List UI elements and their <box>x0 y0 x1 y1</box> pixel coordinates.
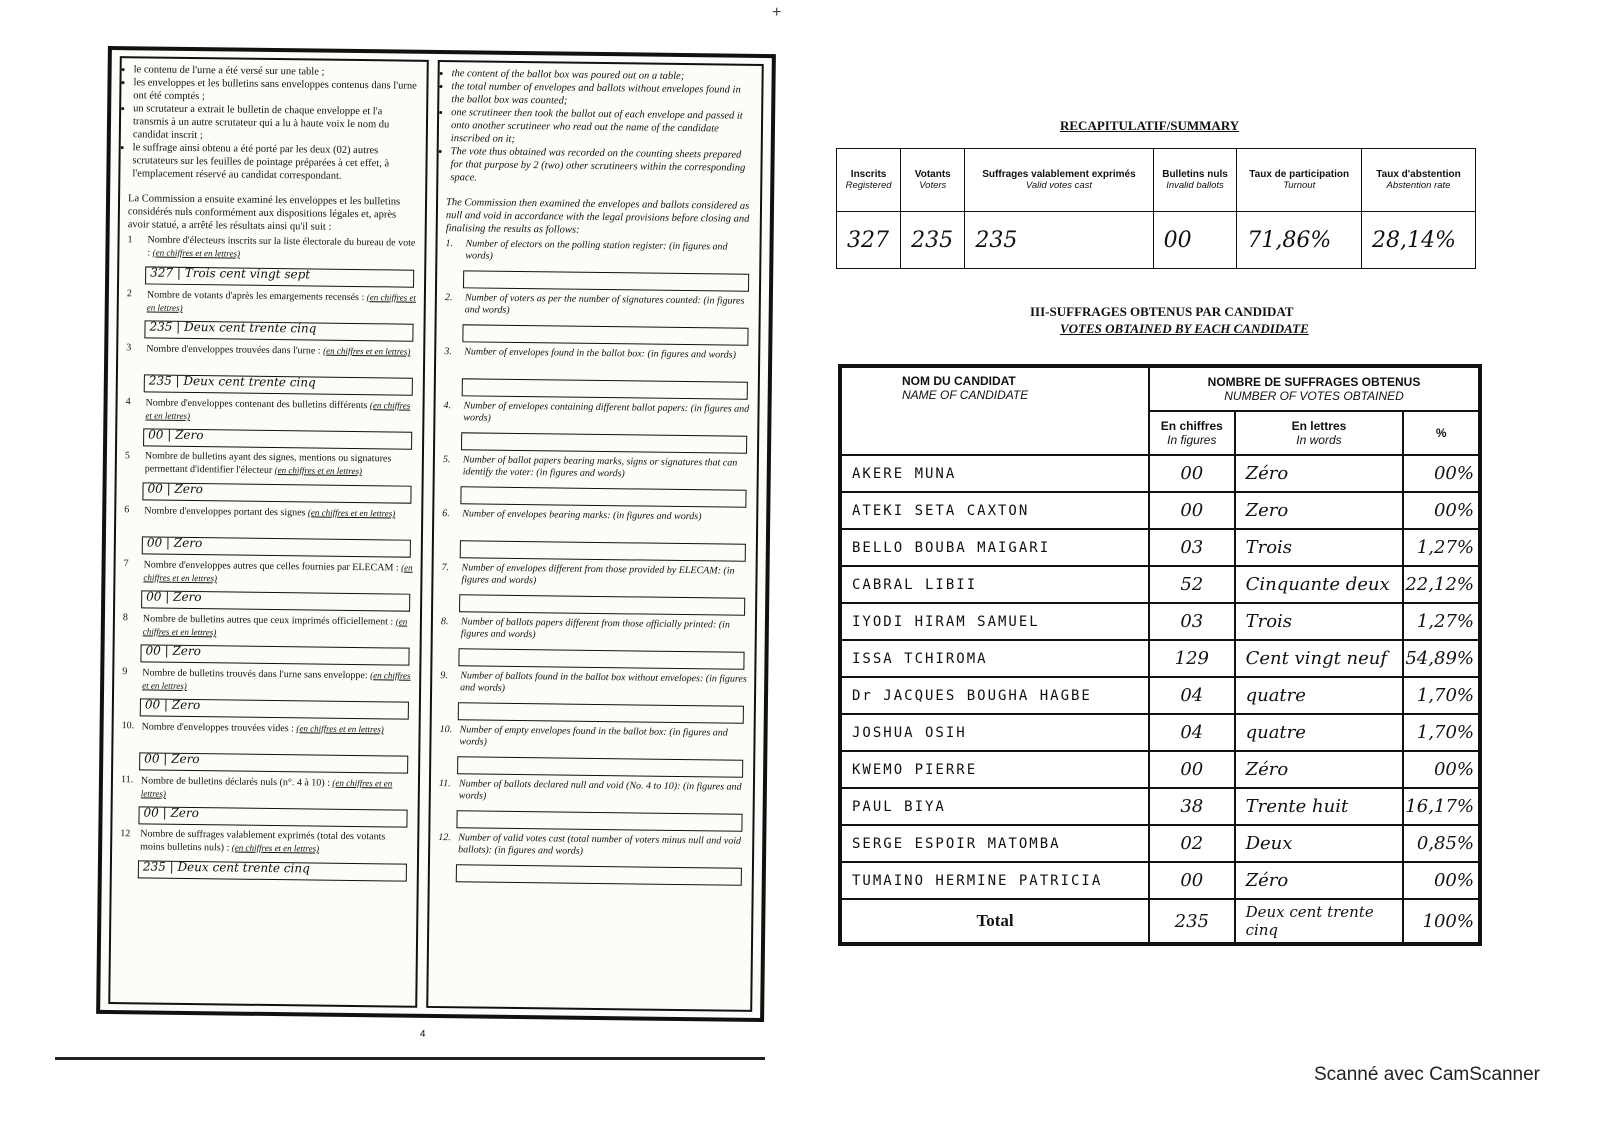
form-item-question <box>438 670 748 698</box>
col-figures <box>1149 411 1235 455</box>
form-item-unit: (en chiffres et en lettres) <box>140 777 393 799</box>
form-item-question <box>442 346 752 362</box>
candidate-name: SERGE ESPOIR MATOMBA <box>840 825 1149 862</box>
form-item-number: 11. <box>120 774 134 786</box>
form-item-text: Number of envelopes containing different ballot papers: (in figures and words) <box>463 400 750 424</box>
answer-box <box>458 648 744 669</box>
summary-header-fr: Bulletins nuls <box>1162 169 1228 180</box>
form-item <box>125 234 419 292</box>
candidate-words: Trois <box>1235 529 1404 566</box>
candidate-percent: 00% <box>1403 862 1480 899</box>
form-item-question <box>436 832 746 860</box>
form-item-text: Number of empty envelopes found in the ballot box: (in figures and words) <box>459 724 728 748</box>
answer-box <box>143 428 412 449</box>
form-item-number: 11. <box>438 778 451 790</box>
candidate-percent: 22,12% <box>1403 566 1480 603</box>
answer-box <box>460 486 746 507</box>
candidates-title <box>1030 303 1309 337</box>
form-item <box>119 720 413 778</box>
form-item-text: Nombre de bulletins autres que ceux imprimés officiellement : <box>142 613 394 628</box>
total-label: Total <box>840 899 1149 944</box>
form-item-number: 8 <box>122 612 129 624</box>
intro-bullet: • le suffrage ainsi obtenu a été porté par les deux (02) autres scrutateurs sur les feuilles de pointage préparées à cet effet, à l'emplacement réservé au candidat correspondant. <box>132 141 417 183</box>
form-item-number: 3 <box>126 342 132 354</box>
form-item-number: 2. <box>444 292 453 304</box>
answer-box <box>142 536 411 557</box>
col-figures-fr: En chiffres <box>1160 419 1223 433</box>
candidate-name: PAUL BIYA <box>840 788 1149 825</box>
answer-box <box>144 320 413 341</box>
col-words <box>1235 411 1404 455</box>
answer-box <box>138 860 407 881</box>
form-item-text: Nombre d'enveloppes autres que celles fournies par ELECAM : <box>143 559 399 574</box>
form-item-text: Number of envelopes different from those provided by ELECAM: (in figures and words) <box>461 562 735 587</box>
answer-box <box>461 432 747 453</box>
form-item <box>122 504 416 562</box>
form-item <box>121 558 415 616</box>
form-item <box>443 238 754 296</box>
form-item <box>440 454 751 512</box>
handwritten-answer: 00 | Zero <box>144 697 201 713</box>
candidate-words: quatre <box>1235 677 1404 714</box>
handwritten-answer: 235 | Deux cent trente cinq <box>148 373 316 390</box>
candidate-figures: 00 <box>1149 751 1235 788</box>
candidate-words: Trente huit <box>1235 788 1404 825</box>
form-item-question <box>441 400 751 428</box>
form-item-question <box>440 508 750 524</box>
candidate-figures: 02 <box>1149 825 1235 862</box>
form-item <box>441 400 752 458</box>
form-item-number: 4. <box>443 400 452 412</box>
form-item-question <box>437 778 747 806</box>
left-page <box>96 46 776 1040</box>
form-item-number: 3. <box>444 346 452 358</box>
candidate-figures: 129 <box>1149 640 1235 677</box>
page-number: 4 <box>419 1028 426 1040</box>
form-item-question <box>118 828 411 857</box>
form-item <box>118 774 412 832</box>
form-item-number: 10. <box>121 720 135 732</box>
handwritten-answer: 00 | Zero <box>147 481 203 497</box>
col-votes-fr: NOMBRE DE SUFFRAGES OBTENUS <box>1207 375 1421 389</box>
form-item-text: Nombre de bulletins déclarés nuls (n°. 4 à 10) : <box>140 775 330 789</box>
summary-header-cell <box>901 149 965 212</box>
fr-paragraph: La Commission a ensuite examiné les enveloppes et les bulletins considérés nuls conformément aux dispositions légales et, après avoir statué, a arrêté les résultats ainsi qu'il suit : <box>127 193 401 233</box>
candidate-percent: 1,27% <box>1403 603 1480 640</box>
candidates-body <box>840 455 1480 899</box>
intro-bullet: • les enveloppes et les bulletins sans enveloppes contenus dans l'urne ont été comptés ; <box>133 76 418 105</box>
form-item-question <box>125 288 418 318</box>
summary-header-cell <box>1362 149 1476 212</box>
form-item <box>437 724 748 782</box>
form-item-question <box>121 558 414 588</box>
form-item-unit: (en chiffres et en lettres) <box>142 670 411 691</box>
form-item <box>124 342 418 400</box>
form-item-question <box>439 562 749 590</box>
summary-title: RECAPITULATIF/SUMMARY <box>1060 118 1240 133</box>
answer-box <box>142 482 411 503</box>
candidate-figures: 00 <box>1149 862 1235 899</box>
form-item-question <box>120 720 413 737</box>
answer-box <box>140 644 409 665</box>
form-item <box>118 828 412 886</box>
form-item-number: 1. <box>445 238 454 250</box>
form-item-question <box>443 292 753 320</box>
form-item-unit: (en chiffres et en lettres) <box>307 507 396 519</box>
summary-header-cell <box>837 149 901 212</box>
form-item-text: Number of voters as per the number of signatures counted: (in figures and words) <box>464 292 745 316</box>
form-item <box>123 396 417 454</box>
summary-header-fr: Taux de participation <box>1249 169 1350 180</box>
candidate-figures: 52 <box>1149 566 1235 603</box>
candidate-words: Cinquante deux <box>1235 566 1404 603</box>
summary-header-fr: Suffrages valablement exprimés <box>982 169 1136 180</box>
form-item-number: 2 <box>126 288 132 300</box>
candidate-percent: 00% <box>1403 492 1480 529</box>
form-item-text: Nombre de bulletins trouvés dans l'urne sans enveloppe: <box>142 667 368 682</box>
summary-value: 00 <box>1153 212 1237 269</box>
col-candidate-name-en: NAME OF CANDIDATE <box>902 388 1029 402</box>
summary-header-en: Valid votes cast <box>1025 180 1093 191</box>
answer-box <box>139 752 408 773</box>
candidate-name: Dr JACQUES BOUGHA HAGBE <box>840 677 1149 714</box>
candidate-name: ISSA TCHIROMA <box>840 640 1149 677</box>
answer-box <box>456 864 742 885</box>
form-item-unit: (en chiffres et en lettres) <box>274 465 363 477</box>
form-item-text: Nombre d'enveloppes portant des signes <box>144 505 306 519</box>
form-item <box>436 778 747 836</box>
form-item-unit: (en chiffres et en lettres) <box>323 345 411 357</box>
candidate-row <box>840 714 1480 751</box>
answer-box <box>457 756 743 777</box>
form-item-number: 7 <box>123 558 129 570</box>
form-item-text: Nombre de bulletins ayant des signes, mentions ou signatures permettant d'identifier l'électeur <box>144 450 392 476</box>
fr-items <box>112 234 425 886</box>
candidate-name: BELLO BOUBA MAIGARI <box>840 529 1149 566</box>
answer-box <box>456 810 742 831</box>
form-item-text: Nombre d'enveloppes contenant des bulletins différents <box>145 397 368 412</box>
form-item <box>442 292 753 350</box>
candidate-words: Zéro <box>1235 862 1404 899</box>
form-item-unit: (en chiffres et en lettres) <box>143 562 413 584</box>
candidate-figures: 04 <box>1149 677 1235 714</box>
candidate-row <box>840 529 1480 566</box>
form-item-question <box>125 234 418 263</box>
candidate-figures: 03 <box>1149 603 1235 640</box>
crosshair-mark: + <box>772 4 782 21</box>
form-item-text: Nombre d'enveloppes trouvées vides : <box>141 721 295 735</box>
handwritten-answer: 00 | Zero <box>146 535 203 551</box>
summary-value: 28,14% <box>1362 212 1476 269</box>
form-item-question <box>123 450 416 479</box>
candidate-row <box>840 825 1480 862</box>
camscanner-footer: Scanné avec CamScanner <box>1313 1064 1540 1085</box>
candidate-words: Cent vingt neuf <box>1235 640 1404 677</box>
candidate-percent: 00% <box>1403 751 1480 788</box>
summary-header-cell <box>1237 149 1362 212</box>
form-item-question <box>123 396 416 426</box>
candidate-row <box>840 862 1480 899</box>
form-item-question <box>120 666 413 696</box>
handwritten-answer: 235 | Deux cent trente cinq <box>149 319 317 336</box>
form-item-number: 8. <box>440 616 449 628</box>
candidate-name: CABRAL LIBII <box>840 566 1149 603</box>
intro-bullet: • The vote thus obtained was recorded on the counting sheets prepared for that purpose by 2 (two) other scrutineers within the corresponding space. <box>450 145 752 188</box>
form-item-unit: (en chiffres et en lettres) <box>142 616 408 638</box>
candidate-row <box>840 566 1480 603</box>
summary-header-cell <box>1153 149 1237 212</box>
candidate-words: Zéro <box>1235 751 1404 788</box>
total-words: Deux cent trente cinq <box>1235 899 1404 944</box>
form-item-question <box>441 454 751 482</box>
col-percent: % <box>1403 411 1480 455</box>
candidate-name: KWEMO PIERRE <box>840 751 1149 788</box>
col-candidate-name-fr: NOM DU CANDIDAT <box>902 374 1016 388</box>
form-item-number: 7. <box>441 562 450 574</box>
form-item-number: 9 <box>122 666 128 678</box>
form-item <box>438 616 749 674</box>
summary-header-fr: Inscrits <box>850 169 887 180</box>
candidate-row <box>840 677 1480 714</box>
summary-header-en: Invalid ballots <box>1166 180 1224 191</box>
summary-header-cell <box>965 149 1153 212</box>
answer-box <box>459 594 745 615</box>
form-item <box>124 288 418 346</box>
handwritten-answer: 00 | Zero <box>143 805 200 821</box>
form-item-question <box>119 774 412 804</box>
total-figures: 235 <box>1149 899 1235 944</box>
col-votes-en: NUMBER OF VOTES OBTAINED <box>1224 389 1404 403</box>
candidate-row <box>840 603 1480 640</box>
candidate-row <box>840 455 1480 492</box>
intro-bullet: • un scrutateur a extrait le bulletin de chaque enveloppe et l'a transmis à un autre scrutateur qui a lu à haute voix le nom du candidat inscrit ; <box>133 102 418 144</box>
candidate-words: Zéro <box>1235 455 1404 492</box>
candidate-row <box>840 492 1480 529</box>
candidate-figures: 04 <box>1149 714 1235 751</box>
candidate-name: AKERE MUNA <box>840 455 1149 492</box>
form-item <box>120 612 414 670</box>
form-item <box>442 346 753 404</box>
form-item-text: Number of valid votes cast (total number of voters minus null and void ballots): (in figures and words) <box>458 832 742 857</box>
candidate-words: Trois <box>1235 603 1404 640</box>
candidate-percent: 00% <box>1403 455 1480 492</box>
handwritten-answer: 327 | Trois cent vingt sept <box>150 265 311 282</box>
candidates-title-en: VOTES OBTAINED BY EACH CANDIDATE <box>1060 321 1309 336</box>
intro-bullet: • one scrutineer then took the ballot out of each envelope and passed it onto another scrutineer who read out the name of the candidate inscribed on it; <box>451 106 753 149</box>
summary-value: 327 <box>837 212 901 269</box>
summary-value: 235 <box>965 212 1153 269</box>
form-item <box>120 666 414 724</box>
candidate-figures: 00 <box>1149 455 1235 492</box>
form-item-question <box>122 504 415 521</box>
col-candidate-name <box>840 366 1149 455</box>
form-item-unit: (en chiffres et en lettres) <box>146 292 416 313</box>
form-item-text: Nombre d'électeurs inscrits sur la liste électorale du bureau de vote : <box>147 234 416 259</box>
form-item-unit: (en chiffres et en lettres) <box>231 842 320 854</box>
form-item-text: Nombre d'enveloppes trouvées dans l'urne : <box>146 343 321 357</box>
answer-box <box>462 324 748 345</box>
form-item <box>438 670 749 728</box>
form-item-text: Number of ballot papers bearing marks, signs or signatures that can identify the voter: (in figures and words) <box>462 454 738 480</box>
answer-box <box>458 702 744 723</box>
form-item <box>439 562 750 620</box>
handwritten-answer: 00 | Zero <box>148 427 204 443</box>
form-item-question <box>121 612 414 642</box>
candidate-figures: 00 <box>1149 492 1235 529</box>
candidate-words: Deux <box>1235 825 1404 862</box>
candidate-figures: 38 <box>1149 788 1235 825</box>
summary-header-fr: Taux d'abstention <box>1376 169 1461 180</box>
form-item-number: 12 <box>120 828 131 840</box>
summary-header-en: Turnout <box>1283 180 1316 191</box>
form-item-number: 4 <box>125 396 131 408</box>
candidate-name: JOSHUA OSIH <box>840 714 1149 751</box>
col-votes-group <box>1149 366 1480 411</box>
form-item-question <box>437 724 747 752</box>
candidate-row <box>840 788 1480 825</box>
summary-value: 71,86% <box>1237 212 1362 269</box>
candidate-row <box>840 640 1480 677</box>
form-item-unit: (en chiffres et en lettres) <box>145 400 411 421</box>
form-item-question <box>124 342 417 359</box>
summary-value: 235 <box>901 212 965 269</box>
answer-box <box>140 698 409 719</box>
total-percent: 100% <box>1403 899 1480 944</box>
handwritten-answer: 235 | Deux cent trente cinq <box>142 859 310 876</box>
candidate-row <box>840 751 1480 788</box>
summary-header-en: Voters <box>919 180 947 191</box>
form-item-text: Nombre de suffrages valablement exprimés (total des votants moins bulletins nuls) : <box>140 828 386 854</box>
form-item-number: 1 <box>127 234 133 246</box>
form-item-number: 9. <box>440 670 448 682</box>
form-item-number: 6 <box>124 504 130 516</box>
candidate-percent: 54,89% <box>1403 640 1480 677</box>
form-item <box>440 508 751 566</box>
form-item-unit: (en chiffres et en lettres) <box>296 723 384 735</box>
candidate-percent: 1,70% <box>1403 677 1480 714</box>
en-paragraph: The Commission then examined the envelopes and ballots considered as null and void in accordance with the legal provisions before closing and finalising the results as follows: <box>445 197 750 236</box>
form-item-question <box>439 616 749 644</box>
answer-box <box>144 374 413 395</box>
answer-box <box>138 806 407 827</box>
candidate-percent: 16,17% <box>1403 788 1480 825</box>
form-item-text: Nombre de votants d'après les emargements recensés : <box>146 289 365 304</box>
answer-box <box>462 378 748 399</box>
form-item-text: Number of envelopes bearing marks: (in figures and words) <box>462 508 702 523</box>
form-item-text: Number of envelopes found in the ballot box: (in figures and words) <box>464 346 737 361</box>
form-item <box>122 450 416 508</box>
candidate-name: TUMAINO HERMINE PATRICIA <box>840 862 1149 899</box>
candidate-words: quatre <box>1235 714 1404 751</box>
form-item <box>436 832 747 890</box>
form-item-number: 5. <box>442 454 451 466</box>
candidate-percent: 1,70% <box>1403 714 1480 751</box>
summary-header-en: Abstention rate <box>1386 180 1451 191</box>
page-edge-line <box>55 1057 765 1060</box>
summary-header-en: Registered <box>845 180 892 191</box>
english-column <box>426 60 764 1012</box>
summary-header-fr: Votants <box>914 169 951 180</box>
summary-header-row <box>837 149 1476 212</box>
candidates-title-fr: III-SUFFRAGES OBTENUS PAR CANDIDAT <box>1030 304 1294 319</box>
candidates-table <box>838 364 1482 946</box>
candidate-words: Zero <box>1235 492 1404 529</box>
candidate-name: IYODI HIRAM SAMUEL <box>840 603 1149 640</box>
intro-bullet: • the content of the ballot box was poured out on a table; <box>452 67 754 84</box>
candidate-figures: 03 <box>1149 529 1235 566</box>
form-item-number: 12. <box>438 832 451 844</box>
answer-box <box>145 266 414 287</box>
summary-table <box>836 148 1476 269</box>
handwritten-answer: 00 | Zero <box>146 589 202 605</box>
form-item-text: Number of ballots papers different from those officially printed: (in figures and words) <box>460 616 730 641</box>
form-item-question <box>443 238 753 266</box>
form-item-number: 6. <box>442 508 450 520</box>
col-figures-en: In figures <box>1167 433 1217 447</box>
form-item-text: Number of ballots declared null and void (No. 4 to 10): (in figures and words) <box>458 778 742 802</box>
candidate-percent: 1,27% <box>1403 529 1480 566</box>
form-item-unit: (en chiffres et en lettres) <box>152 247 241 259</box>
candidate-name: ATEKI SETA CAXTON <box>840 492 1149 529</box>
total-row <box>840 899 1480 944</box>
form-item-text: Number of ballots found in the ballot box without envelopes: (in figures and words) <box>460 670 747 694</box>
answer-box <box>141 590 410 611</box>
intro-bullet: • le contenu de l'urne a été versé sur une table ; <box>134 63 419 79</box>
form-item-text: Number of electors on the polling station register: (in figures and words) <box>465 238 728 262</box>
fr-intro-list <box>120 60 426 187</box>
summary-values-row <box>837 212 1476 269</box>
answer-box <box>460 540 746 561</box>
answer-box <box>463 270 749 291</box>
en-intro-list <box>438 64 761 191</box>
intro-bullet: • the total number of envelopes and ballots without envelopes found in the ballot box was counted; <box>451 80 753 110</box>
handwritten-answer: 00 | Zero <box>144 751 200 767</box>
french-column <box>108 56 429 1008</box>
col-words-en: In words <box>1296 433 1342 447</box>
form-item-number: 5 <box>124 450 131 462</box>
en-items <box>430 238 760 890</box>
candidate-percent: 0,85% <box>1403 825 1480 862</box>
form-item-number: 10. <box>439 724 453 736</box>
col-words-fr: En lettres <box>1291 419 1347 433</box>
handwritten-answer: 00 | Zero <box>145 643 201 659</box>
